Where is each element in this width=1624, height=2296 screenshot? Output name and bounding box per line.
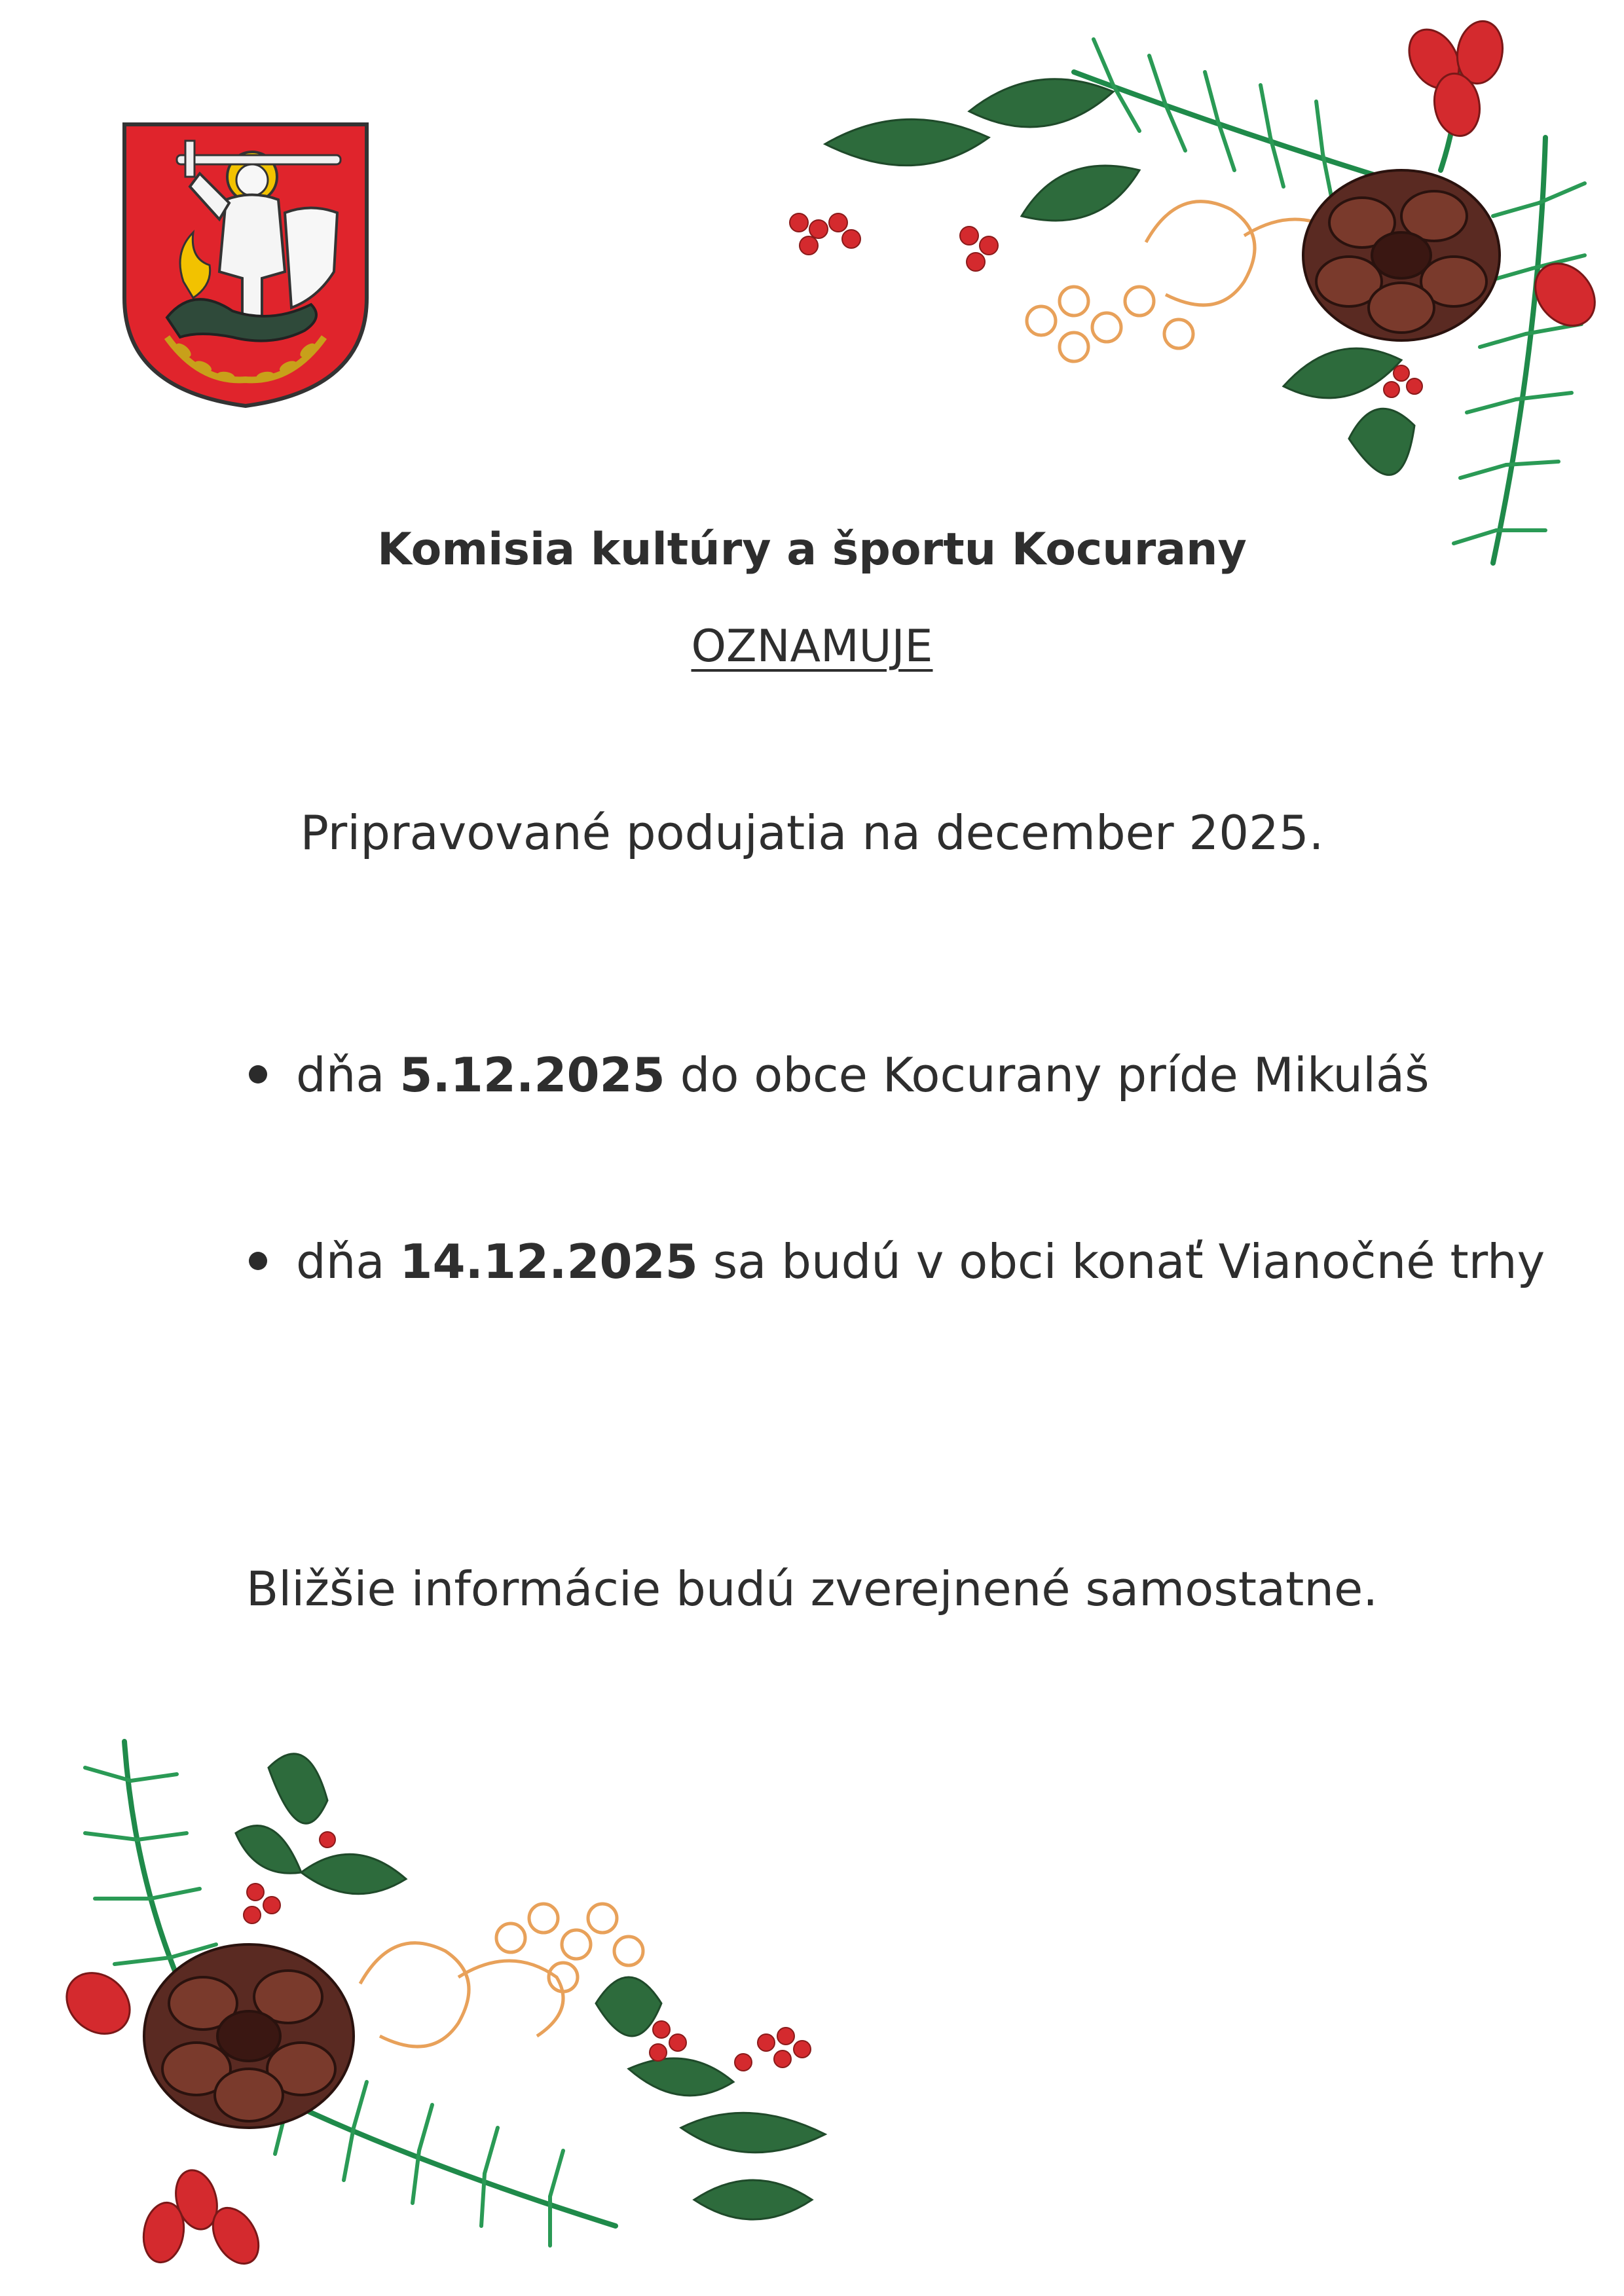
event-text: sa budú v obci konať Vianočné trhy <box>697 1234 1545 1289</box>
event-date: 14.12.2025 <box>399 1234 698 1289</box>
christmas-decoration-icon <box>773 20 1624 589</box>
event-text: do obce Kocurany príde Mikuláš <box>665 1048 1430 1102</box>
christmas-decoration-icon <box>39 1728 891 2272</box>
event-date: 5.12.2025 <box>399 1048 665 1102</box>
event-prefix: dňa <box>296 1234 400 1289</box>
bullet-icon <box>249 1252 267 1270</box>
bullet-icon <box>249 1065 267 1084</box>
event-prefix: dňa <box>296 1048 400 1102</box>
list-item <box>249 1234 1545 1289</box>
coat-of-arms-icon <box>121 121 370 409</box>
closing-note: Bližšie informácie budú zverejnené samostatne. <box>246 1561 1378 1616</box>
announcement-heading: OZNAMUJE <box>691 621 933 672</box>
list-item <box>249 1048 1430 1102</box>
intro-text: Pripravované podujatia na december 2025. <box>300 805 1324 860</box>
page-title: Komisia kultúry a športu Kocurany <box>377 524 1247 575</box>
